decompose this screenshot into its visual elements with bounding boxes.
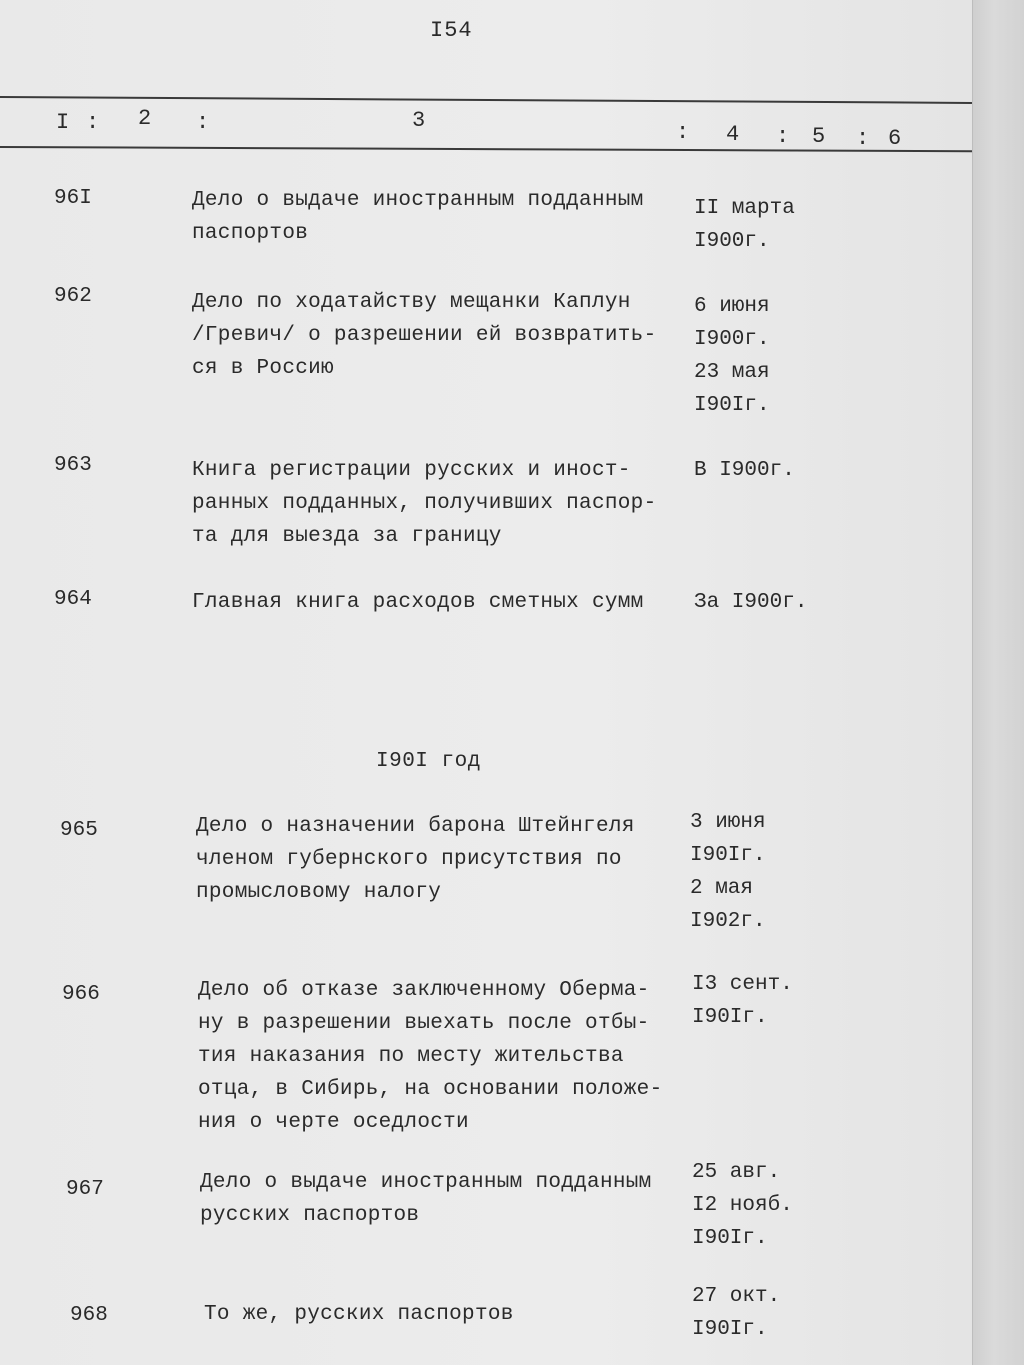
page-number: I54: [430, 18, 473, 43]
entry-number: 965: [60, 819, 98, 842]
entry-dates: II марта I900г.: [694, 197, 795, 253]
column-header-3: 3: [412, 108, 426, 133]
entry-number: 963: [54, 454, 92, 477]
entry-description: Книга регистрации русских и иност- ранных подданных, получивших паспор- та для выезда за границу: [192, 459, 657, 548]
entry-number: 964: [54, 588, 92, 611]
column-separator: :: [676, 120, 690, 145]
entry-dates: За I900г.: [694, 591, 808, 614]
entry-dates: 25 авг. I2 нояб. I90Iг.: [692, 1161, 793, 1250]
entry-dates: В I900г.: [694, 459, 795, 482]
column-separator: :: [196, 110, 210, 135]
column-separator: :: [856, 126, 870, 151]
entry-dates: 6 июня I900г. 23 мая I90Iг.: [694, 295, 770, 417]
entry-number: 967: [66, 1178, 104, 1201]
column-header-6: 6: [888, 126, 902, 151]
column-header-4: 4: [726, 122, 740, 147]
entry-dates: I3 сент. I90Iг.: [692, 973, 793, 1029]
header-bottom-rule: [0, 146, 972, 152]
entry-description: Дело о выдаче иностранным подданным русских паспортов: [200, 1171, 652, 1227]
entry-number: 968: [70, 1304, 108, 1327]
entry-dates: 3 июня I90Iг. 2 мая I902г.: [690, 811, 766, 933]
entry-number: 96I: [54, 187, 92, 210]
entry-description: Дело о назначении барона Штейнгеля членом губернского присутствия по промысловому налогу: [196, 815, 635, 904]
column-header-2: 2: [138, 106, 152, 131]
column-header-5: 5: [812, 124, 826, 149]
entry-description: Главная книга расходов сметных сумм: [192, 591, 644, 614]
entry-number: 966: [62, 983, 100, 1006]
entry-description: Дело по ходатайству мещанки Каплун /Гревич/ о разрешении ей возвратить- ся в Россию: [192, 291, 657, 380]
entry-dates: 27 окт. I90Iг.: [692, 1285, 781, 1341]
entry-description: Дело о выдаче иностранным подданным паспортов: [192, 189, 644, 245]
section-heading-year: I90I год: [376, 750, 481, 773]
column-separator: :: [776, 124, 790, 149]
entry-description: То же, русских паспортов: [204, 1303, 514, 1326]
header-top-rule: [0, 96, 972, 104]
column-separator: :: [86, 110, 100, 135]
entry-number: 962: [54, 285, 92, 308]
entry-description: Дело об отказе заключенному Оберма- ну в разрешении выехать после отбы- тия наказания по месту жительства отца, в Сибирь, на основании положе- ния о черте оседлости: [198, 979, 663, 1134]
page-edge-shadow: [972, 0, 1024, 1365]
column-header-1: I: [56, 110, 70, 135]
